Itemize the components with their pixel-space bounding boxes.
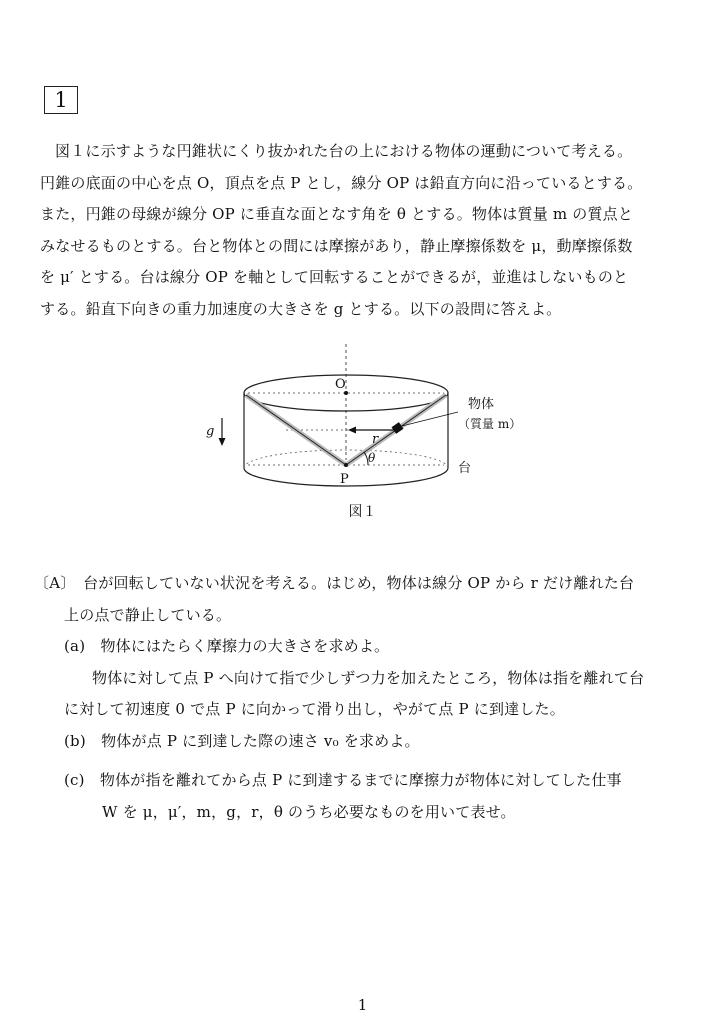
question-c-continued: W を μ，μ′，m，g，r，θ のうち必要なものを用いて表せ。 xyxy=(102,802,516,821)
label-O: O xyxy=(335,377,346,392)
intro-line: 円錐の底面の中心を点 O，頂点を点 P とし，線分 OP は鉛直方向に沿っているとする。 xyxy=(40,173,643,192)
point-P-dot xyxy=(344,463,348,467)
label-theta: θ xyxy=(368,451,376,465)
intro-line: また，円錐の母線が線分 OP に垂直な面となす角を θ とする。物体は質量 m の質点と xyxy=(40,205,634,223)
section-a-line: 物体に対して点 P へ向けて指で少しずつ力を加えたところ，物体は指を離れて台 xyxy=(92,668,645,687)
intro-paragraph xyxy=(40,136,690,325)
section-a xyxy=(34,568,694,828)
question-c: (c) 物体が指を離れてから点 P に到達するまでに摩擦力が物体に対してした仕事 xyxy=(64,771,622,789)
question-a: (a) 物体にはたらく摩擦力の大きさを求めよ。 xyxy=(64,637,390,655)
label-g: g xyxy=(206,424,215,439)
label-r: r xyxy=(372,432,379,447)
figure-caption: 図１ xyxy=(348,504,377,520)
radius-arrowhead xyxy=(348,427,356,434)
label-object: 物体 xyxy=(468,397,495,412)
label-mass: （質量 m） xyxy=(458,417,522,431)
section-a-line: 〔A〕 台が回転していない状況を考える。はじめ，物体は線分 OP から r だけ離れた台 xyxy=(34,574,635,592)
question-b: (b) 物体が点 P に到達した際の速さ v₀ を求めよ。 xyxy=(64,731,420,750)
intro-line: する。鉛直下向きの重力加速度の大きさを g とする。以下の設問に答えよ。 xyxy=(40,299,562,318)
problem-number: 1 xyxy=(54,88,68,112)
section-a-line: 上の点で静止している。 xyxy=(64,605,232,624)
problem-number-box xyxy=(44,86,78,114)
intro-line: みなせるものとする。台と物体との間には摩擦があり，静止摩擦係数を μ，動摩擦係数 xyxy=(40,236,633,255)
label-P: P xyxy=(340,472,349,487)
section-a-line: に対して初速度 0 で点 P に向かって滑り出し，やがて点 P に到達した。 xyxy=(64,700,565,718)
label-stand: 台 xyxy=(458,461,472,476)
intro-line: 図１に示すような円錐状にくり抜かれた台の上における物体の運動について考える。 xyxy=(55,142,633,160)
intro-line: を μ′ とする。台は線分 OP を軸として回転することができるが，並進はしないものと xyxy=(40,268,629,286)
gravity-arrowhead xyxy=(219,438,226,446)
page-number: 1 xyxy=(357,996,368,1014)
